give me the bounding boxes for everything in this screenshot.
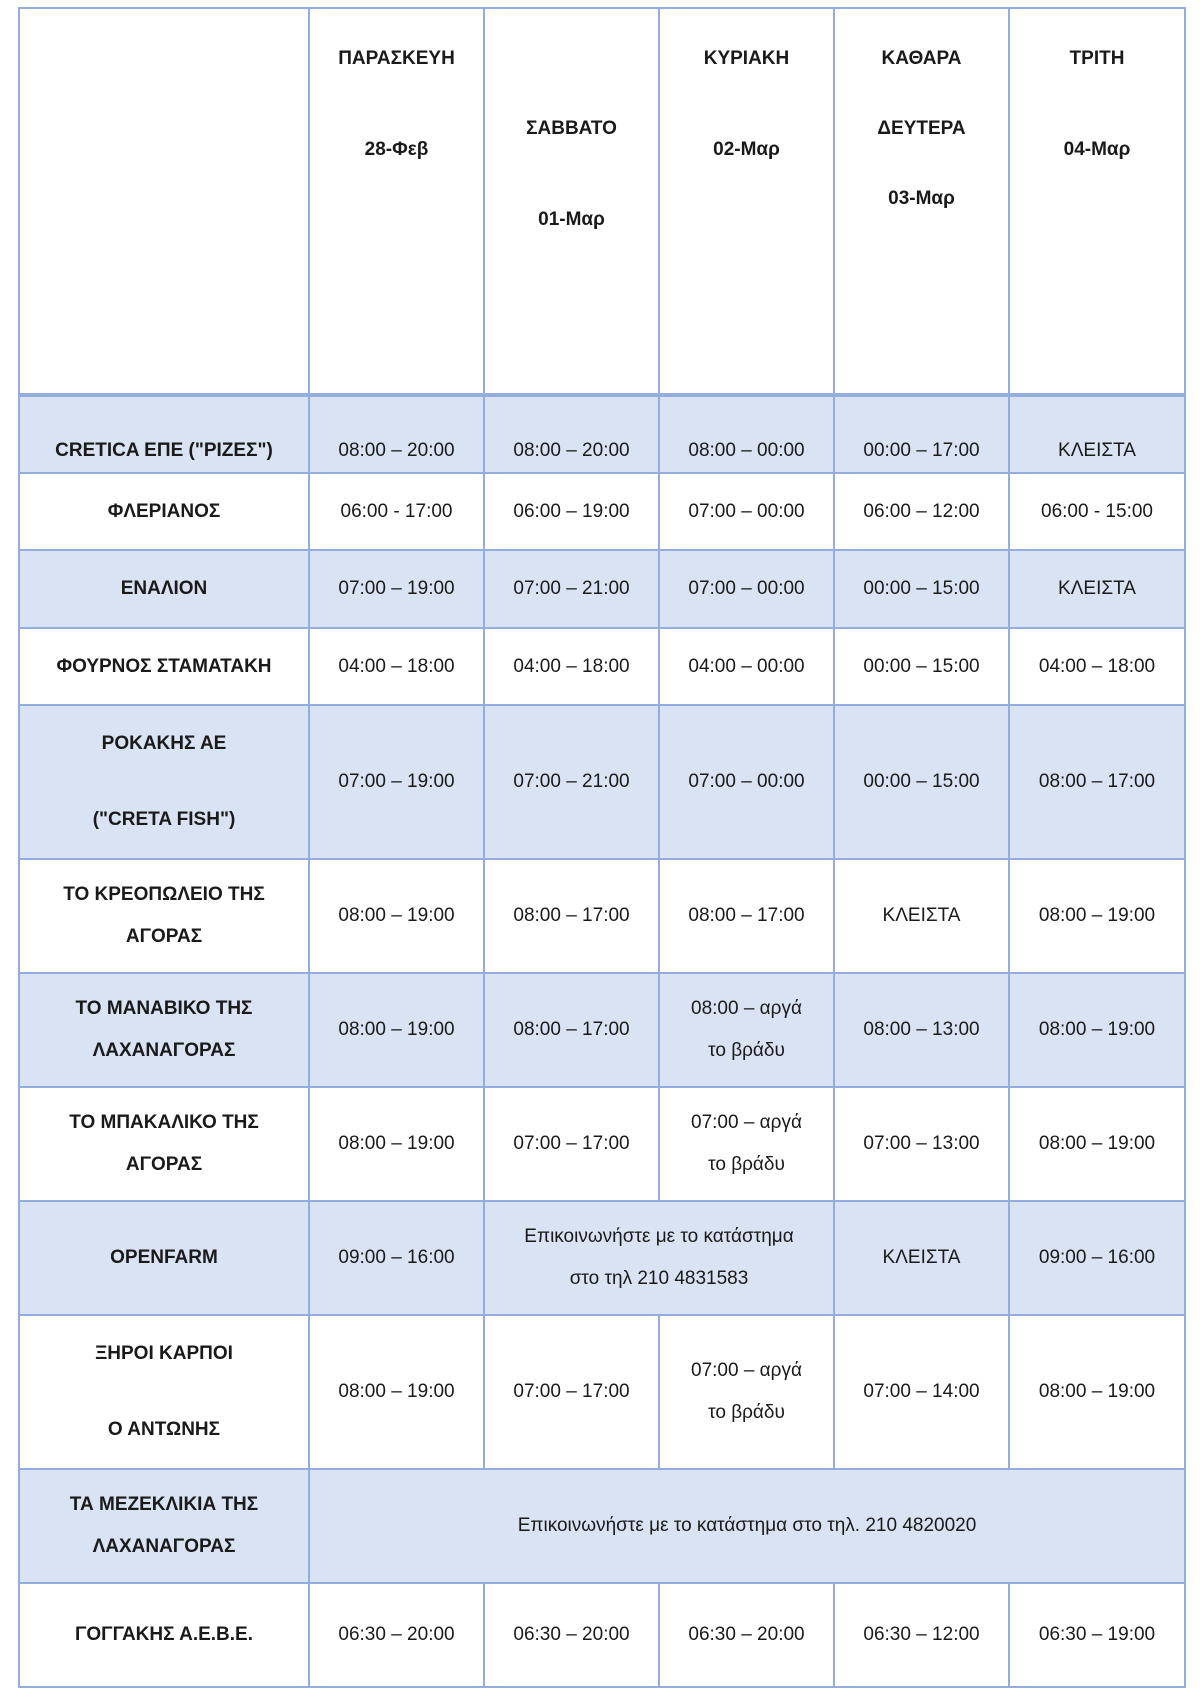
header-tuesday xyxy=(1009,8,1185,395)
store-name-line: ΑΓΟΡΑΣ xyxy=(125,926,203,947)
hours-cell: 06:30 – 19:00 xyxy=(1009,1583,1185,1687)
table-row xyxy=(19,1201,1185,1315)
hours-cell: 09:00 – 16:00 xyxy=(1009,1201,1185,1315)
hours-cell: ΚΛΕΙΣΤΑ xyxy=(834,859,1009,973)
hours-cell: ΚΛΕΙΣΤΑ xyxy=(834,1201,1009,1315)
store-name: ΦΛΕΡΙΑΝΟΣ xyxy=(19,473,309,550)
day-name: ΣΑΒΒΑΤΟ xyxy=(526,118,617,139)
table-row xyxy=(19,395,1185,473)
hours-line: το βράδυ xyxy=(708,1154,785,1175)
hours-cell xyxy=(659,1087,834,1201)
table-row xyxy=(19,859,1185,973)
hours-cell: 07:00 – 19:00 xyxy=(309,550,484,628)
table-row xyxy=(19,1469,1185,1583)
hours-cell: 08:00 – 20:00 xyxy=(484,395,659,473)
header-empty-cell xyxy=(19,8,309,395)
hours-cell: 06:30 – 12:00 xyxy=(834,1583,1009,1687)
hours-cell: 06:00 – 12:00 xyxy=(834,473,1009,550)
hours-cell: 04:00 – 18:00 xyxy=(309,628,484,705)
day-name-2: ΔΕΥΤΕΡΑ xyxy=(877,118,966,139)
header-friday xyxy=(309,8,484,395)
store-name: CRETICA ΕΠΕ ("ΡΙΖΕΣ") xyxy=(19,395,309,473)
store-name-line: Ο ΑΝΤΩΝΗΣ xyxy=(107,1419,221,1440)
hours-cell: 08:00 – 19:00 xyxy=(309,859,484,973)
store-name xyxy=(19,705,309,859)
hours-cell: 07:00 – 17:00 xyxy=(484,1087,659,1201)
hours-cell: 04:00 – 00:00 xyxy=(659,628,834,705)
hours-cell xyxy=(659,973,834,1087)
store-hours-table xyxy=(18,7,1186,1688)
table-row xyxy=(19,550,1185,628)
store-name-line: ΤΟ ΜΠΑΚΑΛΙΚΟ ΤΗΣ xyxy=(69,1112,259,1133)
day-name: ΠΑΡΑΣΚΕΥΗ xyxy=(338,48,455,69)
hours-cell: 08:00 – 17:00 xyxy=(484,859,659,973)
store-name xyxy=(19,1087,309,1201)
hours-cell: 07:00 – 00:00 xyxy=(659,473,834,550)
store-name: ΕΝΑΛΙΟΝ xyxy=(19,550,309,628)
hours-cell: 07:00 – 00:00 xyxy=(659,550,834,628)
hours-cell: 08:00 – 13:00 xyxy=(834,973,1009,1087)
hours-cell: 00:00 – 15:00 xyxy=(834,550,1009,628)
hours-cell: 06:00 - 15:00 xyxy=(1009,473,1185,550)
hours-cell: 06:30 – 20:00 xyxy=(484,1583,659,1687)
hours-cell: 08:00 – 19:00 xyxy=(1009,973,1185,1087)
contact-note xyxy=(484,1201,834,1315)
store-name-line: ΤΟ ΚΡΕΟΠΩΛΕΙΟ ΤΗΣ xyxy=(63,884,265,905)
hours-line: το βράδυ xyxy=(708,1040,785,1061)
hours-cell: 07:00 – 21:00 xyxy=(484,550,659,628)
header-sunday xyxy=(659,8,834,395)
store-name xyxy=(19,859,309,973)
hours-cell: 06:30 – 20:00 xyxy=(309,1583,484,1687)
store-name-line: ΞΗΡΟΙ ΚΑΡΠΟΙ xyxy=(95,1343,233,1364)
day-date: 03-Μαρ xyxy=(888,188,955,209)
hours-cell: 00:00 – 15:00 xyxy=(834,705,1009,859)
hours-cell: 07:00 – 17:00 xyxy=(484,1315,659,1469)
store-name-line: ΛΑΧΑΝΑΓΟΡΑΣ xyxy=(92,1040,236,1061)
store-name xyxy=(19,1469,309,1583)
hours-cell: 00:00 – 15:00 xyxy=(834,628,1009,705)
table-row xyxy=(19,973,1185,1087)
day-name: ΚΥΡΙΑΚΗ xyxy=(703,48,790,69)
hours-line: 07:00 – αργά xyxy=(691,1112,802,1133)
store-name-line: ΑΓΟΡΑΣ xyxy=(125,1154,203,1175)
hours-cell: 06:00 - 17:00 xyxy=(309,473,484,550)
table-row xyxy=(19,628,1185,705)
day-date: 02-Μαρ xyxy=(713,139,780,160)
store-name-line: ΤΑ ΜΕΖΕΚΛΙΚΙΑ ΤΗΣ xyxy=(69,1494,259,1515)
day-name: ΚΑΘΑΡΑ xyxy=(881,48,962,69)
hours-cell: 06:00 – 19:00 xyxy=(484,473,659,550)
store-name-line: ΡΟΚΑΚΗΣ ΑΕ xyxy=(101,733,227,754)
hours-cell: 08:00 – 19:00 xyxy=(1009,1315,1185,1469)
day-date: 04-Μαρ xyxy=(1063,139,1131,160)
hours-cell: 06:30 – 20:00 xyxy=(659,1583,834,1687)
day-date: 28-Φεβ xyxy=(364,139,429,160)
hours-cell: 08:00 – 19:00 xyxy=(309,1087,484,1201)
store-name xyxy=(19,1315,309,1469)
hours-cell: 08:00 – 20:00 xyxy=(309,395,484,473)
table-row xyxy=(19,1087,1185,1201)
hours-cell: 08:00 – 19:00 xyxy=(309,1315,484,1469)
hours-cell xyxy=(659,1315,834,1469)
hours-cell: ΚΛΕΙΣΤΑ xyxy=(1009,550,1185,628)
header-clean-monday xyxy=(834,8,1009,395)
contact-line: στο τηλ 210 4831583 xyxy=(569,1268,749,1289)
hours-cell: 07:00 – 19:00 xyxy=(309,705,484,859)
store-name-line: ("CRETA FISH") xyxy=(92,809,236,830)
contact-note: Επικοινωνήστε με το κατάστημα στο τηλ. 210 4820020 xyxy=(309,1469,1185,1583)
header-saturday xyxy=(484,8,659,395)
table-row xyxy=(19,1583,1185,1687)
day-name: ΤΡΙΤΗ xyxy=(1069,48,1125,69)
hours-line: 07:00 – αργά xyxy=(691,1360,802,1381)
hours-line: το βράδυ xyxy=(708,1402,785,1423)
store-name: ΦΟΥΡΝΟΣ ΣΤΑΜΑΤΑΚΗ xyxy=(19,628,309,705)
table-row xyxy=(19,705,1185,859)
hours-cell: 09:00 – 16:00 xyxy=(309,1201,484,1315)
hours-cell: 08:00 – 19:00 xyxy=(1009,859,1185,973)
hours-cell: ΚΛΕΙΣΤΑ xyxy=(1009,395,1185,473)
hours-cell: 08:00 – 00:00 xyxy=(659,395,834,473)
store-name: OPENFARM xyxy=(19,1201,309,1315)
hours-cell: 04:00 – 18:00 xyxy=(1009,628,1185,705)
hours-cell: 07:00 – 21:00 xyxy=(484,705,659,859)
header-row xyxy=(19,8,1185,395)
hours-cell: 08:00 – 17:00 xyxy=(659,859,834,973)
hours-cell: 08:00 – 17:00 xyxy=(484,973,659,1087)
hours-cell: 08:00 – 19:00 xyxy=(309,973,484,1087)
store-name-line: ΛΑΧΑΝΑΓΟΡΑΣ xyxy=(92,1536,236,1557)
contact-line: Επικοινωνήστε με το κατάστημα xyxy=(524,1226,794,1247)
hours-line: 08:00 – αργά xyxy=(691,998,802,1019)
hours-cell: 08:00 – 19:00 xyxy=(1009,1087,1185,1201)
day-date: 01-Μαρ xyxy=(538,209,605,230)
table-row xyxy=(19,473,1185,550)
hours-cell: 07:00 – 00:00 xyxy=(659,705,834,859)
hours-cell: 04:00 – 18:00 xyxy=(484,628,659,705)
store-name: ΓΟΓΓΑΚΗΣ Α.Ε.Β.Ε. xyxy=(19,1583,309,1687)
hours-cell: 08:00 – 17:00 xyxy=(1009,705,1185,859)
hours-cell: 07:00 – 13:00 xyxy=(834,1087,1009,1201)
hours-cell: 00:00 – 17:00 xyxy=(834,395,1009,473)
table-row xyxy=(19,1315,1185,1469)
hours-cell: 07:00 – 14:00 xyxy=(834,1315,1009,1469)
store-name-line: ΤΟ ΜΑΝΑΒΙΚΟ ΤΗΣ xyxy=(75,998,253,1019)
store-name xyxy=(19,973,309,1087)
